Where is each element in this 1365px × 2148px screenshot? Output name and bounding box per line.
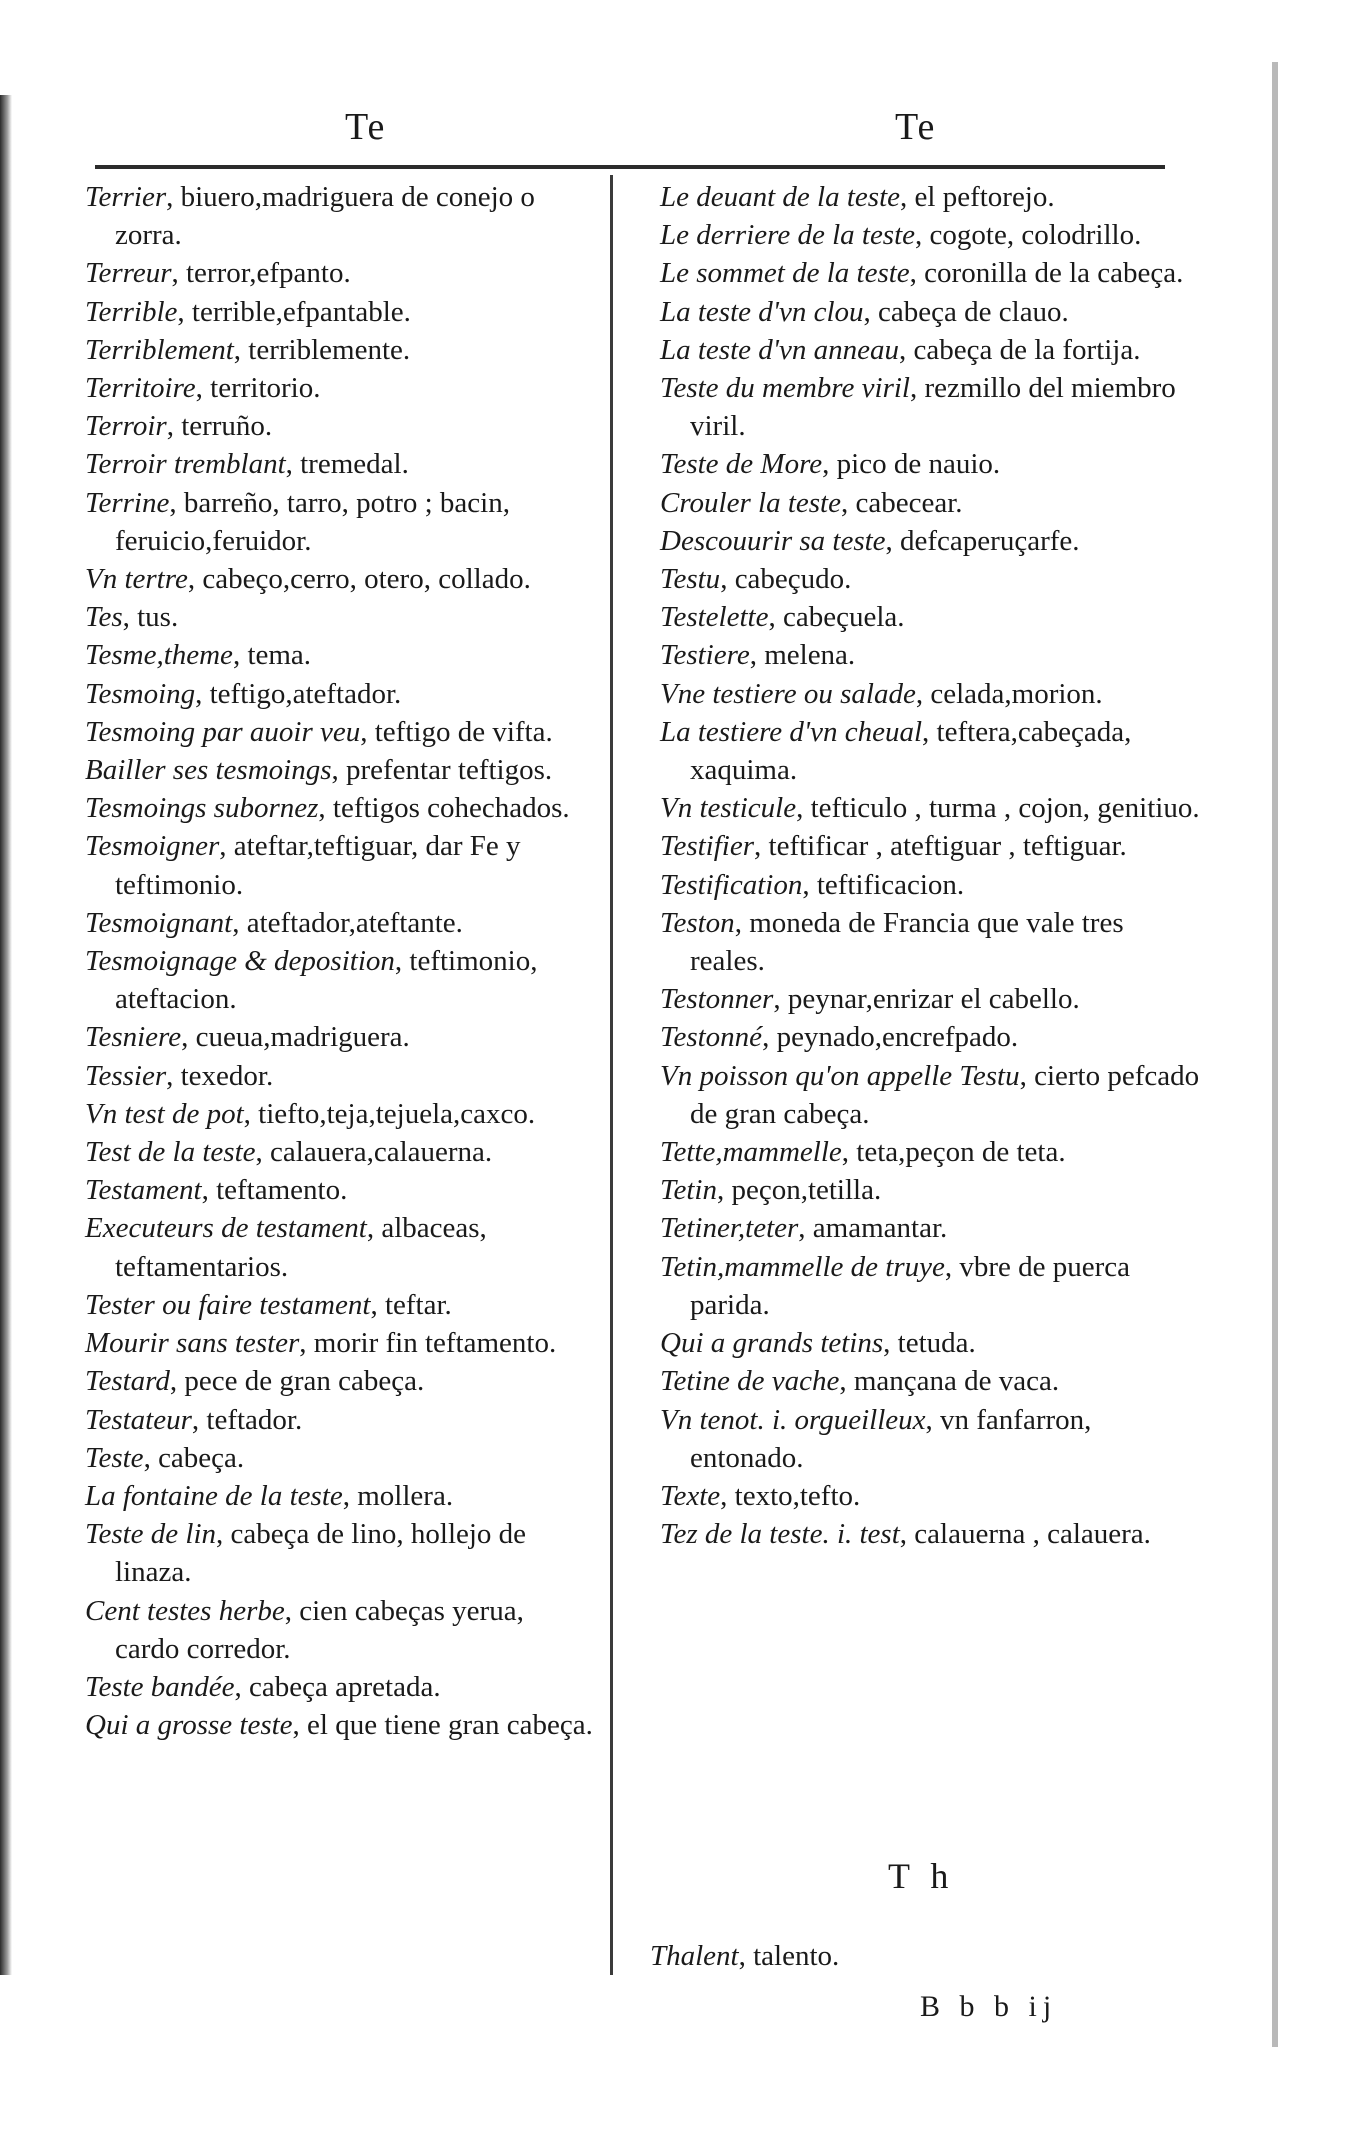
entry-headword: Teste de More xyxy=(660,448,823,481)
entry-headword: Testonné xyxy=(660,1021,763,1054)
entry-headword: Le derriere de la teste xyxy=(660,219,916,252)
entry-separator: , xyxy=(166,410,182,443)
dictionary-entry xyxy=(85,445,595,483)
entry-separator: , xyxy=(899,1518,915,1551)
entry-headword: Thalent xyxy=(650,1940,739,1972)
entry-separator: , xyxy=(840,486,856,519)
dictionary-entry xyxy=(660,1133,1205,1171)
entry-separator: , xyxy=(749,639,765,672)
entry-definition: texto,tefto. xyxy=(734,1479,861,1512)
entry-separator: , xyxy=(734,906,750,939)
signature-mark: B b b ij xyxy=(920,1990,1058,2023)
entry-separator: , xyxy=(232,906,247,939)
entry-separator: , xyxy=(802,868,817,901)
entry-definition: teta,peçon de teta. xyxy=(856,1136,1066,1169)
entry-definition: morir fin teftamento. xyxy=(313,1327,557,1360)
entry-headword: Tesmoignant xyxy=(85,906,233,939)
entry-separator: , xyxy=(909,372,925,405)
entry-separator: , xyxy=(796,792,811,825)
entry-headword: Vn poisson qu'on appelle Testu xyxy=(660,1059,1020,1092)
dictionary-entry xyxy=(660,675,1205,713)
entry-headword: Teston xyxy=(660,906,735,939)
entry-headword: La testiere d'vn cheual xyxy=(660,715,923,748)
entry-headword: Tester ou faire testament xyxy=(85,1288,371,1321)
entry-definition: coronilla de la cabeça. xyxy=(924,257,1184,290)
dictionary-entry xyxy=(660,178,1205,216)
dictionary-entry xyxy=(85,636,595,674)
dictionary-entry xyxy=(85,369,595,407)
entry-headword: Mourir sans tester xyxy=(85,1327,300,1360)
entry-definition: cabeça. xyxy=(158,1441,245,1474)
dictionary-entry xyxy=(85,1057,595,1095)
entry-definition: el que tiene gran cabeça. xyxy=(307,1709,593,1742)
dictionary-entry xyxy=(85,1171,595,1209)
entry-definition: tiefto,teja,tejuela,caxco. xyxy=(258,1097,536,1130)
entry-headword: Terroir xyxy=(85,410,167,443)
dictionary-entry xyxy=(85,1401,595,1439)
entry-definition: teftificar , ateftiguar , teftiguar. xyxy=(768,830,1127,863)
dictionary-entry xyxy=(660,445,1205,483)
entry-headword: Tessier xyxy=(85,1059,167,1092)
page-edge-shadow xyxy=(0,95,12,1975)
entry-definition: tus. xyxy=(137,601,179,634)
entry-separator: , xyxy=(798,1212,813,1245)
dictionary-entry xyxy=(85,1515,595,1591)
entry-definition: cabeça de clauo. xyxy=(878,295,1069,328)
entry-definition: albaceas, teftamentarios. xyxy=(115,1212,487,1283)
dictionary-entry xyxy=(85,484,595,560)
dictionary-entry xyxy=(85,1133,595,1171)
entry-separator: , xyxy=(360,715,375,748)
entry-headword: Tesmoignage & deposition xyxy=(85,945,395,978)
entry-definition: teftamento. xyxy=(216,1174,348,1207)
entry-separator: , xyxy=(191,1403,207,1436)
entry-headword: Terriblement xyxy=(85,333,234,366)
entry-separator: , xyxy=(234,1670,250,1703)
entry-separator: , xyxy=(243,1097,259,1130)
dictionary-entry xyxy=(660,216,1205,254)
entry-definition: tema. xyxy=(247,639,312,672)
dictionary-entry xyxy=(85,560,595,598)
entry-headword: Testifier xyxy=(660,830,755,863)
running-headers xyxy=(0,105,1365,155)
entry-definition: tetuda. xyxy=(897,1327,976,1360)
dictionary-entry xyxy=(85,1362,595,1400)
entry-separator: , xyxy=(1019,1059,1035,1092)
entry-separator: , xyxy=(216,1518,231,1551)
dictionary-entry xyxy=(85,827,595,903)
entry-definition: calauera,calauerna. xyxy=(270,1136,493,1169)
entry-headword: Vne testiere ou salade xyxy=(660,677,916,710)
entry-definition: tremedal. xyxy=(300,448,409,481)
entry-separator: , xyxy=(366,1212,382,1245)
entry-definition: cueua,madriguera. xyxy=(195,1021,410,1054)
dictionary-entry xyxy=(660,636,1205,674)
dictionary-entry xyxy=(660,1401,1205,1477)
entry-definition: terror,efpanto. xyxy=(186,257,351,290)
entry-headword: Texte xyxy=(660,1479,721,1512)
entry-separator: , xyxy=(773,983,788,1016)
entry-headword: Le sommet de la teste xyxy=(660,257,910,290)
dictionary-entry xyxy=(660,293,1205,331)
entry-headword: Descouurir sa teste xyxy=(660,524,886,557)
dictionary-entry xyxy=(660,1477,1205,1515)
entry-headword: Tes xyxy=(85,601,123,634)
dictionary-entry xyxy=(660,522,1205,560)
entry-definition: peçon,tetilla. xyxy=(731,1174,882,1207)
dictionary-entry xyxy=(85,178,595,254)
entry-headword: Qui a grands tetins xyxy=(660,1327,884,1360)
entry-definition: cabeço,cerro, otero, collado. xyxy=(202,563,531,596)
dictionary-entry xyxy=(660,713,1205,789)
entry-definition: teftigo,ateftador. xyxy=(209,677,402,710)
entry-separator: , xyxy=(822,448,837,481)
dictionary-entry xyxy=(660,560,1205,598)
entry-definition: ateftador,ateftante. xyxy=(246,906,463,939)
entry-separator: , xyxy=(181,1021,196,1054)
entry-headword: Teste de lin xyxy=(85,1518,217,1551)
entry-definition: territorio. xyxy=(210,372,321,405)
entry-headword: Tette,mammelle xyxy=(660,1136,842,1169)
entry-separator: , xyxy=(762,1021,777,1054)
entry-headword: Tesmoigner xyxy=(85,830,220,863)
entry-separator: , xyxy=(169,486,184,519)
dictionary-entry xyxy=(660,1057,1205,1133)
section-heading: T h xyxy=(888,1856,955,1896)
entry-headword: Terrible xyxy=(85,295,178,328)
entry-separator: , xyxy=(169,1365,185,1398)
entry-definition: vn fanfarron, entonado. xyxy=(690,1403,1092,1474)
entry-headword: Terrier xyxy=(85,181,167,213)
dictionary-entry xyxy=(85,1477,595,1515)
entry-separator: , xyxy=(720,1479,735,1512)
entry-definition: mançana de vaca. xyxy=(853,1365,1060,1398)
entry-headword: Vn tenot. i. orgueilleux xyxy=(660,1403,926,1436)
entry-headword: Tetine de vache xyxy=(660,1365,840,1398)
column-divider xyxy=(610,175,613,1975)
dictionary-entry xyxy=(85,675,595,713)
entry-separator: , xyxy=(292,1709,308,1742)
entry-definition: cabeça de lino, hollejo de linaza. xyxy=(115,1518,527,1589)
entry-separator: , xyxy=(342,1479,358,1512)
entry-separator: , xyxy=(915,219,930,252)
entry-separator: , xyxy=(768,601,783,634)
entry-separator: , xyxy=(394,945,410,978)
entry-separator: , xyxy=(122,601,138,634)
dictionary-entry xyxy=(660,866,1205,904)
entry-definition: cabeça apretada. xyxy=(249,1670,441,1703)
entry-separator: , xyxy=(166,181,181,213)
final-entry xyxy=(650,1940,839,1973)
entry-definition: cabeçudo. xyxy=(734,563,852,596)
entry-definition: amamantar. xyxy=(812,1212,948,1245)
dictionary-entry xyxy=(660,598,1205,636)
entry-definition: calauerna , calauera. xyxy=(914,1518,1151,1551)
dictionary-entry xyxy=(660,789,1205,827)
entry-headword: Testiere xyxy=(660,639,750,672)
entry-headword: Tetiner,teter xyxy=(660,1212,799,1245)
dictionary-entry xyxy=(660,980,1205,1018)
entry-headword: Tesniere xyxy=(85,1021,182,1054)
entry-headword: Testonner xyxy=(660,983,774,1016)
entry-separator: , xyxy=(915,677,931,710)
entry-separator: , xyxy=(925,1403,941,1436)
entry-definition: terruño. xyxy=(181,410,273,443)
entry-definition: teftera,cabeçada, xaquima. xyxy=(690,715,1132,787)
entry-separator: , xyxy=(883,1327,898,1360)
dictionary-entry xyxy=(85,598,595,636)
entry-definition: rezmillo del miembro viril. xyxy=(690,372,1176,443)
dictionary-entry xyxy=(85,1592,595,1668)
dictionary-entry xyxy=(660,369,1205,445)
dictionary-entry xyxy=(85,1668,595,1706)
entry-definition: melena. xyxy=(764,639,856,672)
dictionary-entry xyxy=(660,484,1205,522)
entry-definition: cabeçuela. xyxy=(782,601,905,634)
entry-headword: Terroir tremblant xyxy=(85,448,286,481)
entry-headword: Test de la teste xyxy=(85,1136,256,1169)
entry-definition: moneda de Francia que vale tres reales. xyxy=(690,906,1124,978)
entry-headword: Teste bandée xyxy=(85,1670,235,1703)
dictionary-entry xyxy=(660,331,1205,369)
header-rule xyxy=(95,165,1165,169)
dictionary-entry xyxy=(660,254,1205,292)
dictionary-entry xyxy=(660,1171,1205,1209)
entry-definition: texedor. xyxy=(180,1059,274,1092)
dictionary-entry xyxy=(85,789,595,827)
entry-separator: , xyxy=(863,295,879,328)
entry-separator: , xyxy=(166,1059,181,1092)
entry-separator: , xyxy=(839,1365,854,1398)
dictionary-entry xyxy=(85,1286,595,1324)
entry-separator: , xyxy=(754,830,769,863)
dictionary-entry xyxy=(660,1248,1205,1324)
entry-separator: , xyxy=(285,448,301,481)
entry-definition: teftar. xyxy=(384,1288,452,1321)
entry-headword: Tetin xyxy=(660,1174,717,1207)
dictionary-entry xyxy=(660,1324,1205,1362)
entry-separator: , xyxy=(716,1174,732,1207)
entry-headword: Testard xyxy=(85,1365,170,1398)
entry-headword: Testateur xyxy=(85,1403,192,1436)
dictionary-entry xyxy=(85,904,595,942)
entry-definition: teftigos cohechados. xyxy=(332,792,570,825)
entry-definition: teftador. xyxy=(206,1403,303,1436)
dictionary-entry xyxy=(85,293,595,331)
entry-separator: , xyxy=(187,563,203,596)
entry-headword: Tesme,theme xyxy=(85,639,233,672)
entry-separator: , xyxy=(738,1940,754,1972)
entry-headword: Terreur xyxy=(85,257,172,290)
entry-headword: La teste d'vn clou xyxy=(660,295,864,328)
entry-definition: celada,morion. xyxy=(930,677,1103,710)
entry-separator: , xyxy=(909,257,925,290)
entry-separator: , xyxy=(143,1441,159,1474)
left-column xyxy=(85,178,595,1744)
dictionary-entry xyxy=(660,1362,1205,1400)
entry-definition: cierto pefcado de gran cabeça. xyxy=(690,1059,1200,1130)
dictionary-entry xyxy=(85,942,595,1018)
running-head-left: Te xyxy=(345,106,387,148)
entry-definition: talento. xyxy=(753,1940,840,1972)
entry-separator: , xyxy=(318,792,333,825)
right-column xyxy=(660,178,1205,1553)
entry-headword: Tesmoing par auoir veu xyxy=(85,715,361,748)
dictionary-entry xyxy=(85,1209,595,1285)
dictionary-entry xyxy=(85,331,595,369)
running-head-right: Te xyxy=(895,106,937,148)
entry-separator: , xyxy=(195,372,211,405)
dictionary-entry xyxy=(85,1095,595,1133)
entry-separator: , xyxy=(177,295,192,328)
entry-separator: , xyxy=(720,563,735,596)
entry-separator: , xyxy=(284,1594,300,1627)
entry-headword: Le deuant de la teste xyxy=(660,181,901,213)
entry-headword: Qui a grosse teste xyxy=(85,1709,293,1742)
entry-headword: La teste d'vn anneau xyxy=(660,333,899,366)
entry-separator: , xyxy=(201,1174,217,1207)
entry-separator: , xyxy=(299,1327,314,1360)
entry-definition: prefentar teftigos. xyxy=(346,754,553,787)
entry-headword: Tetin,mammelle de truye xyxy=(660,1250,945,1283)
dictionary-entry xyxy=(85,1706,595,1744)
dictionary-entry xyxy=(660,1515,1205,1553)
page-fold-line xyxy=(1272,62,1278,2047)
entry-headword: Testu xyxy=(660,563,721,596)
entry-separator: , xyxy=(885,524,901,557)
dictionary-entry xyxy=(660,827,1205,865)
entry-definition: mollera. xyxy=(357,1479,454,1512)
dictionary-entry xyxy=(85,1439,595,1477)
entry-separator: , xyxy=(195,677,210,710)
entry-definition: peynado,encrefpado. xyxy=(776,1021,1019,1054)
entry-separator: , xyxy=(370,1288,385,1321)
entry-definition: tefticulo , turma , cojon, genitiuo. xyxy=(810,792,1200,825)
entry-headword: Bailler ses tesmoings xyxy=(85,754,332,787)
entry-definition: cabeça de la fortija. xyxy=(913,333,1141,366)
entry-headword: Vn test de pot xyxy=(85,1097,244,1130)
entry-definition: pico de nauio. xyxy=(836,448,1001,481)
entry-headword: Testelette xyxy=(660,601,769,634)
entry-separator: , xyxy=(171,257,186,290)
dictionary-entry xyxy=(85,407,595,445)
entry-separator: , xyxy=(233,333,249,366)
entry-definition: defcaperuçarfe. xyxy=(900,524,1080,557)
entry-definition: cabecear. xyxy=(855,486,963,519)
entry-definition: vbre de puerca parida. xyxy=(690,1250,1131,1321)
entry-separator: , xyxy=(922,715,937,748)
dictionary-entry xyxy=(660,904,1205,980)
entry-separator: , xyxy=(255,1136,271,1169)
entry-headword: Testament xyxy=(85,1174,202,1207)
entry-definition: cien cabeças yerua, cardo corredor. xyxy=(115,1594,524,1665)
entry-separator: , xyxy=(841,1136,857,1169)
entry-definition: ateftar,teftiguar, dar Fe y teftimonio. xyxy=(115,830,521,901)
dictionary-entry xyxy=(85,751,595,789)
dictionary-entry xyxy=(85,1324,595,1362)
entry-headword: Vn testicule xyxy=(660,792,797,825)
entry-definition: teftimonio, ateftacion. xyxy=(115,945,538,1016)
entry-headword: Teste xyxy=(85,1441,144,1474)
entry-headword: Tesmoing xyxy=(85,677,196,710)
entry-separator: , xyxy=(232,639,248,672)
dictionary-entry xyxy=(85,713,595,751)
entry-headword: Tez de la teste. i. test xyxy=(660,1518,900,1551)
entry-definition: terriblemente. xyxy=(248,333,411,366)
entry-headword: Territoire xyxy=(85,372,196,405)
entry-headword: Teste du membre viril xyxy=(660,372,910,405)
dictionary-entry xyxy=(660,1018,1205,1056)
entry-separator: , xyxy=(900,181,915,213)
entry-headword: Crouler la teste xyxy=(660,486,841,519)
entry-headword: Vn tertre xyxy=(85,563,188,596)
entry-definition: biuero,madriguera de conejo o zorra. xyxy=(115,181,535,252)
entry-definition: terrible,efpantable. xyxy=(191,295,411,328)
entry-definition: barreño, tarro, potro ; bacin, feruicio,feruidor. xyxy=(115,486,510,557)
entry-definition: teftigo de vifta. xyxy=(374,715,553,748)
dictionary-entry xyxy=(85,254,595,292)
entry-headword: Cent testes herbe xyxy=(85,1594,285,1627)
entry-headword: La fontaine de la teste xyxy=(85,1479,343,1512)
dictionary-entry xyxy=(85,1018,595,1056)
entry-definition: el peftorejo. xyxy=(914,181,1055,213)
entry-headword: Executeurs de testament xyxy=(85,1212,367,1245)
entry-headword: Testification xyxy=(660,868,803,901)
dictionary-entry xyxy=(660,1209,1205,1247)
entry-separator: , xyxy=(331,754,346,787)
entry-definition: peynar,enrizar el cabello. xyxy=(787,983,1080,1016)
entry-definition: teftificacion. xyxy=(816,868,965,901)
entry-headword: Terrine xyxy=(85,486,170,519)
entry-separator: , xyxy=(944,1250,960,1283)
entry-headword: Tesmoings subornez xyxy=(85,792,319,825)
entry-definition: pece de gran cabeça. xyxy=(184,1365,425,1398)
entry-separator: , xyxy=(219,830,234,863)
entry-separator: , xyxy=(898,333,914,366)
entry-definition: cogote, colodrillo. xyxy=(929,219,1142,252)
